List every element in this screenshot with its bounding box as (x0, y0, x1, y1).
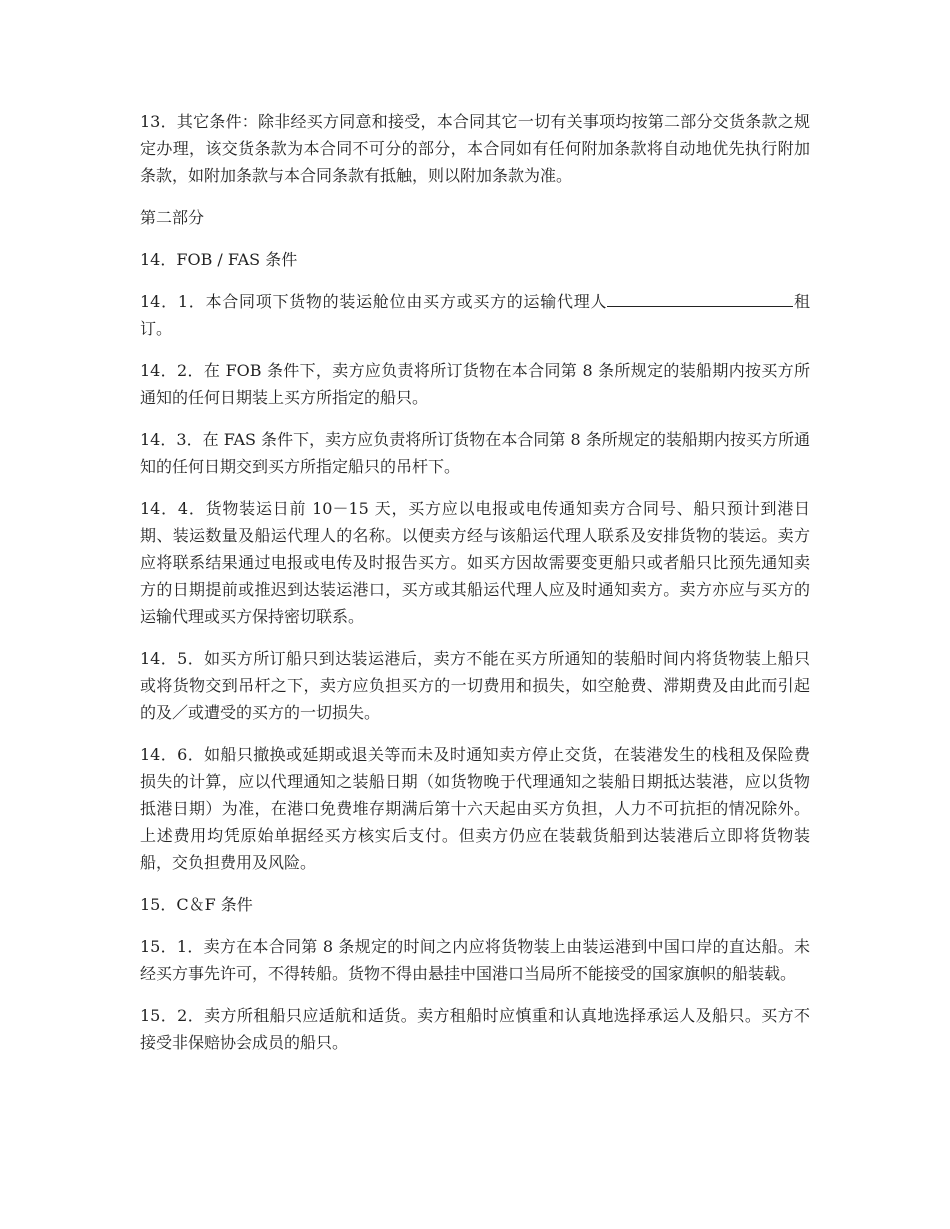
clause-13-paragraph: 13．其它条件：除非经买方同意和接受，本合同其它一切有关事项均按第二部分交货条款之规定办理，该交货条款为本合同不可分的部分，本合同如有任何附加条款将自动地优先执行附加条款，如附加条款与本合同条款有抵触，则以附加条款为准。 (140, 112, 810, 185)
clause-14-2-paragraph: 14．2．在 FOB 条件下，卖方应负责将所订货物在本合同第 8 条所规定的装船期内按买方所通知的任何日期装上买方所指定的船只。 (140, 361, 810, 407)
clause-14-4-paragraph: 14．4．货物装运日前 10－15 天，买方应以电报或电传通知卖方合同号、船只预计到港日期、装运数量及船运代理人的名称。以便卖方经与该船运代理人联系及安排货物的装运。卖方应将联系结果通过电报或电传及时报告买方。如买方因故需要变更船只或者船只比预先通知卖方的日期提前或推迟到达装运港口，买方或其船运代理人应及时通知卖方。卖方亦应与买方的运输代理或买方保持密切联系。 (140, 499, 810, 626)
part-two-heading: 第二部分 (140, 208, 205, 227)
clause-14-6-paragraph: 14．6．如船只撤换或延期或退关等而未及时通知卖方停止交货，在装港发生的栈租及保险费损失的计算，应以代理通知之装船日期（如货物晚于代理通知之装船日期抵达装港，应以货物抵港日期）为准，在港口免费堆存期满后第十六天起由买方负担，人力不可抗拒的情况除外。上述费用均凭原始单据经买方核实后支付。但卖方仍应在装载货船到达装港后立即将货物装船，交负担费用及风险。 (140, 745, 810, 872)
clause-14-3-paragraph: 14．3．在 FAS 条件下，卖方应负责将所订货物在本合同第 8 条所规定的装船期内按买方所通知的任何日期交到买方所指定船只的吊杆下。 (140, 430, 810, 476)
document-page (140, 108, 810, 1071)
clause-14-heading: 14．FOB / FAS 条件 (140, 250, 298, 269)
clause-15-1-paragraph: 15．1．卖方在本合同第 8 条规定的时间之内应将货物装上由装运港到中国口岸的直达船。未经买方事先许可，不得转船。货物不得由悬挂中国港口当局所不能接受的国家旗帜的船装载。 (140, 937, 810, 983)
clause-14-1-text-after: 租订。 (140, 292, 810, 338)
clause-14-1-text-before: 14．1．本合同项下货物的装运舱位由买方或买方的运输代理人 (140, 292, 608, 311)
clause-14-5-paragraph: 14．5．如买方所订船只到达装运港后，卖方不能在买方所通知的装船时间内将货物装上船只或将货物交到吊杆之下，卖方应负担买方的一切费用和损失，如空舱费、滞期费及由此而引起的及／或遭受的买方的一切损失。 (140, 649, 810, 722)
clause-15-2-paragraph: 15．2．卖方所租船只应适航和适货。卖方租船时应慎重和认真地选择承运人及船只。买方不接受非保赔协会成员的船只。 (140, 1006, 810, 1052)
clause-14-1-paragraph (140, 288, 810, 342)
agent-name-blank-line (607, 292, 793, 307)
clause-15-heading: 15．C＆F 条件 (140, 895, 253, 914)
